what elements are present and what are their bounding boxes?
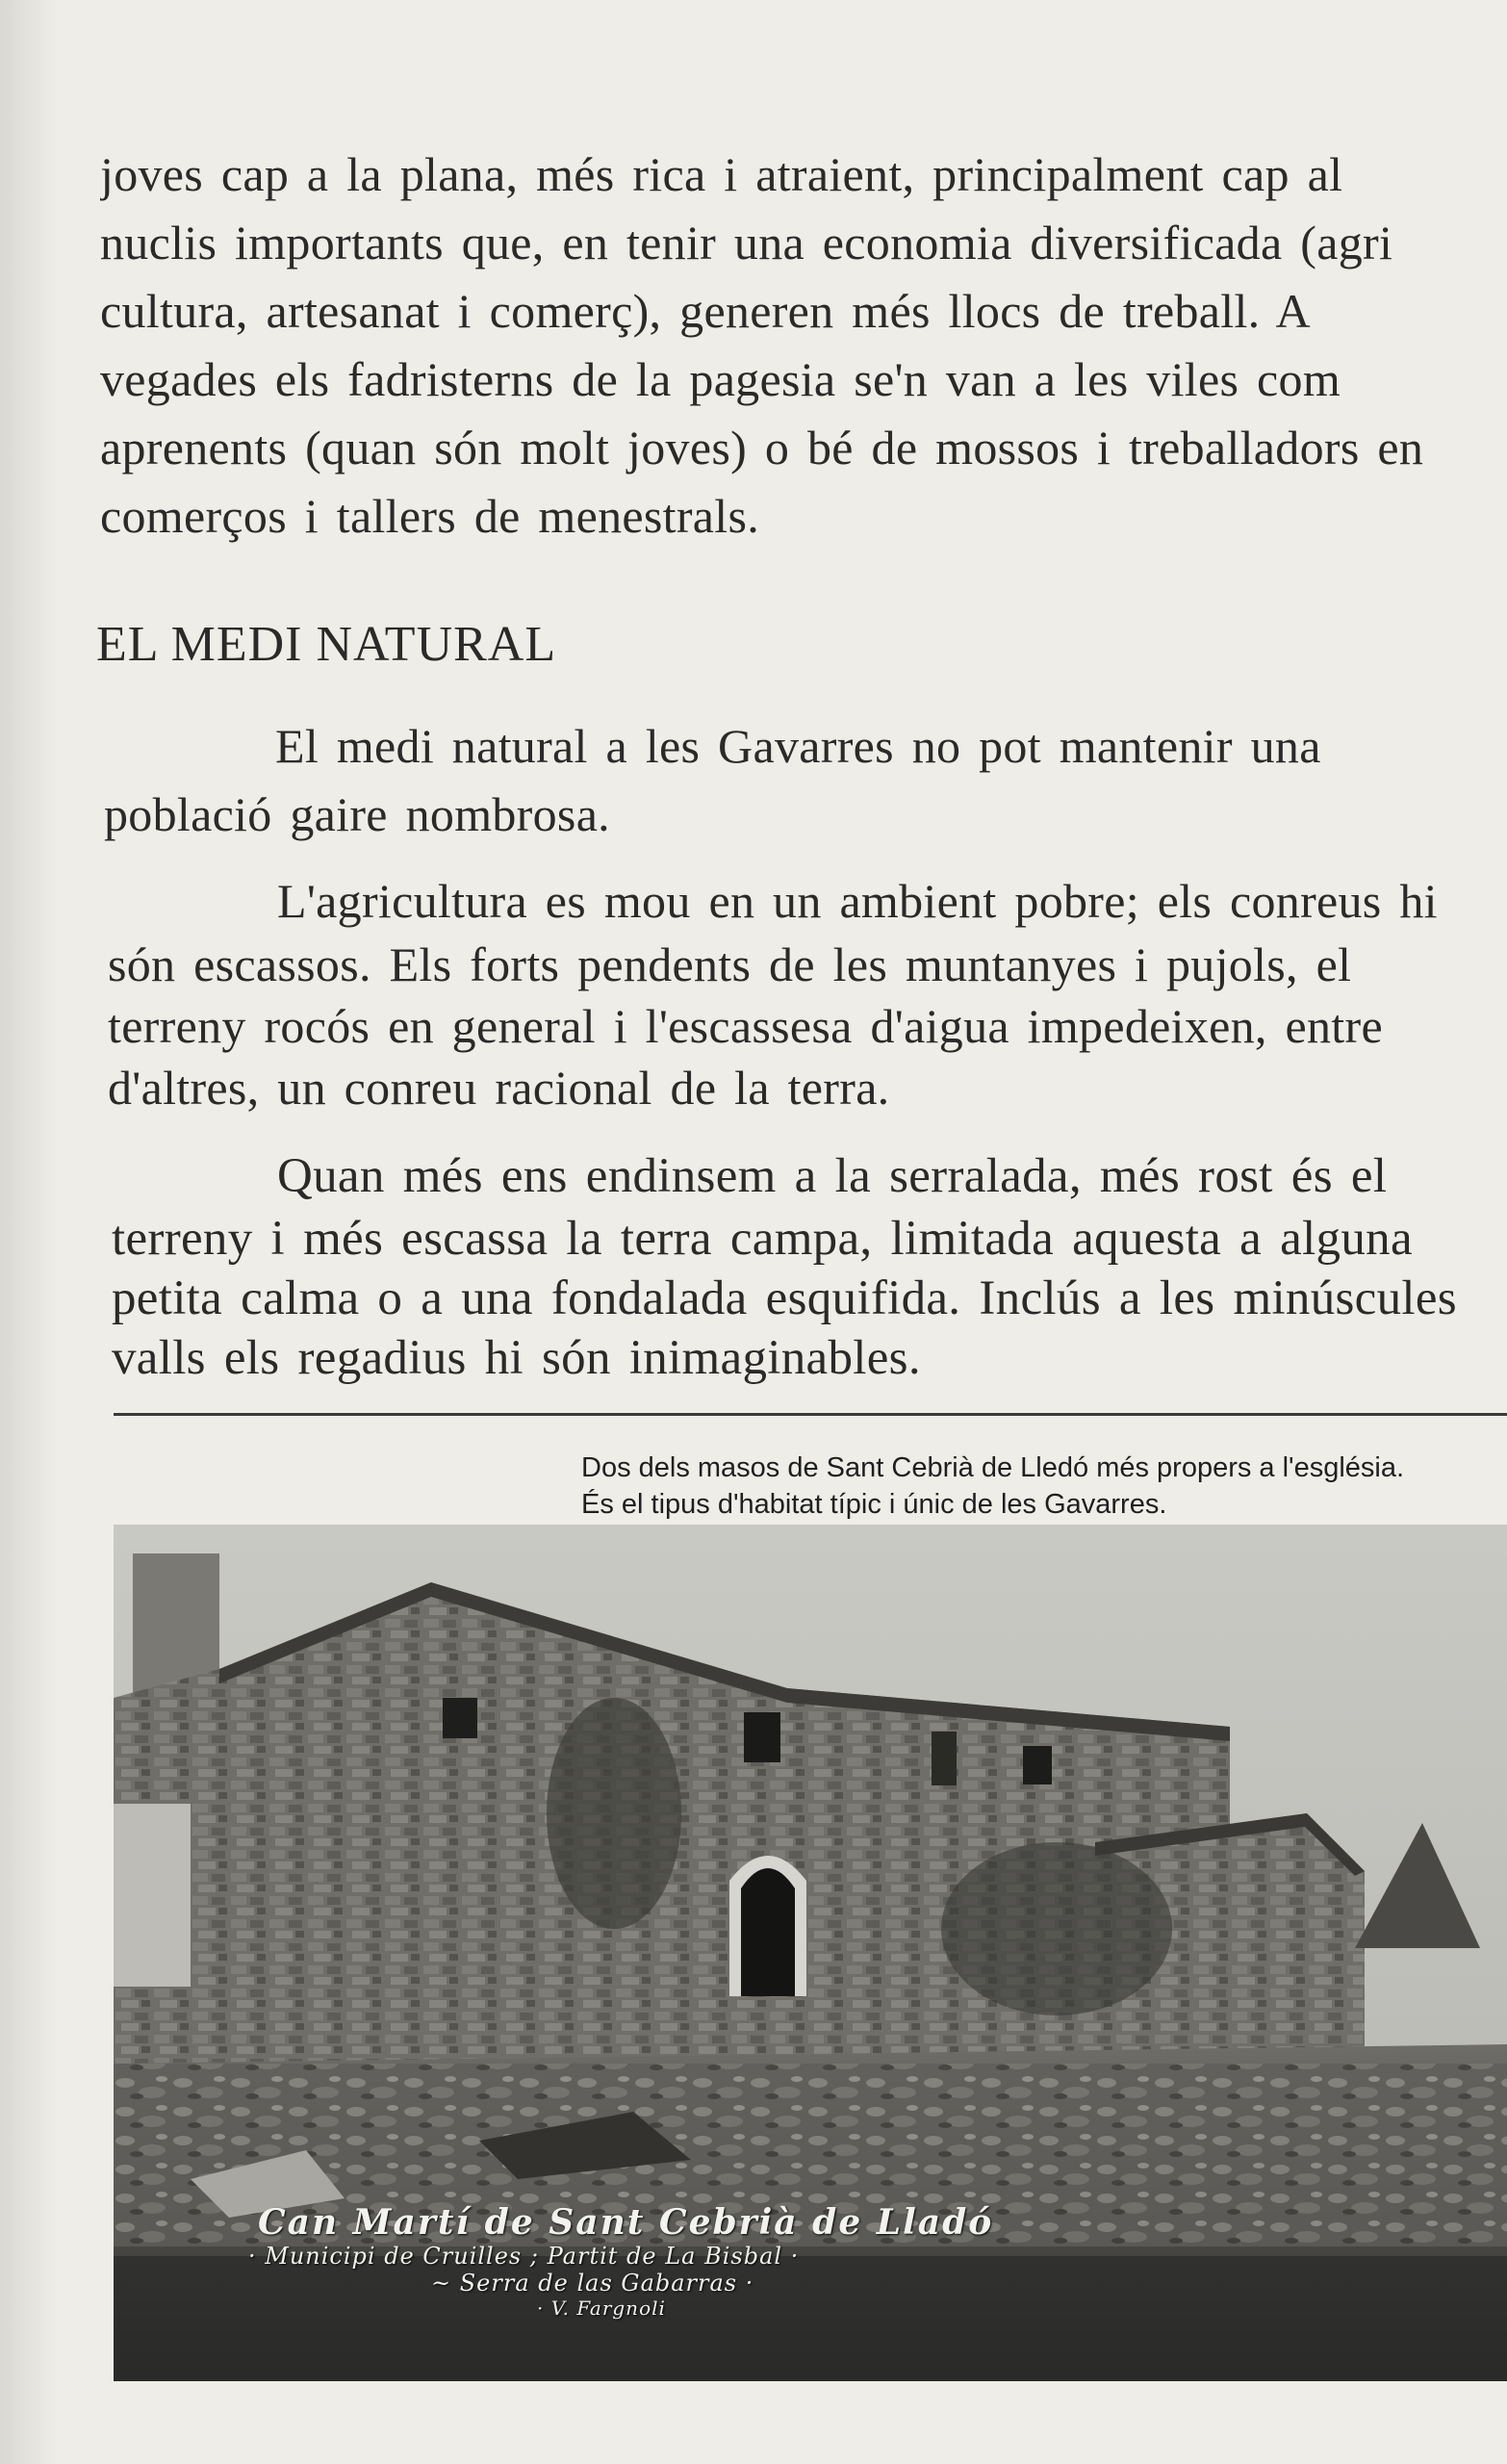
text-line: aprenents (quan són molt joves) o bé de mossos i treballadors en xyxy=(100,421,1424,475)
section-paragraph-3 xyxy=(112,1143,1497,1388)
page-edge-shadow xyxy=(0,0,58,2464)
text-line: població gaire nombrosa. xyxy=(104,787,610,841)
inscription-line: · V. Fargnoli xyxy=(537,2297,666,2320)
photo-inscription xyxy=(248,2202,994,2320)
text-line: terreny rocós en general i l'escassesa d'aigua impedeixen, entre xyxy=(108,999,1383,1053)
text-line: són escassos. Els forts pendents de les muntanyes i pujols, el xyxy=(108,937,1352,991)
text-line: terreny i més escassa la terra campa, limitada aquesta a alguna xyxy=(112,1212,1413,1266)
text-line: Quan més ens endinsem a la serralada, més rost és el xyxy=(277,1149,1388,1203)
text-line: joves cap a la plana, més rica i atraient, principalment cap al xyxy=(100,147,1343,201)
text-line: nuclis importants que, en tenir una economia diversificada (agri xyxy=(100,216,1393,270)
section-paragraph-2 xyxy=(108,868,1494,1118)
figure-caption xyxy=(581,1450,1507,1523)
inscription-line: Can Martí de Sant Cebrià de Lladó xyxy=(258,2202,994,2243)
text-line: cultura, artesanat i comerç), generen més llocs de treball. A xyxy=(100,284,1311,338)
section-heading: EL MEDI NATURAL xyxy=(96,617,557,672)
text-line: El medi natural a les Gavarres no pot mantenir una xyxy=(275,719,1321,773)
text-line: L'agricultura es mou en un ambient pobre; els conreus hi xyxy=(277,874,1438,928)
horizontal-rule xyxy=(114,1413,1507,1416)
inscription-line: ~ Serra de las Gabarras · xyxy=(431,2270,754,2297)
caption-line: És el tipus d'habitat típic i únic de les Gavarres. xyxy=(581,1489,1167,1520)
text-line: petita calma o a una fondalada esquifida. Inclús a les minúscules xyxy=(112,1271,1457,1325)
text-line: comerços i tallers de menestrals. xyxy=(100,489,760,543)
text-line: vegades els fadristerns de la pagesia se'n van a les viles com xyxy=(100,352,1341,406)
text-line: valls els regadius hi són inimaginables. xyxy=(112,1331,921,1385)
caption-line: Dos dels masos de Sant Cebrià de Lledó més propers a l'església. xyxy=(581,1452,1405,1483)
text-line: d'altres, un conreu racional de la terra. xyxy=(108,1061,890,1115)
section-paragraph-1 xyxy=(104,712,1490,849)
farmhouse-photo xyxy=(114,1525,1507,2381)
intro-paragraph xyxy=(100,141,1486,551)
inscription-line: · Municipi de Cruilles ; Partit de La Bisbal · xyxy=(248,2243,800,2270)
